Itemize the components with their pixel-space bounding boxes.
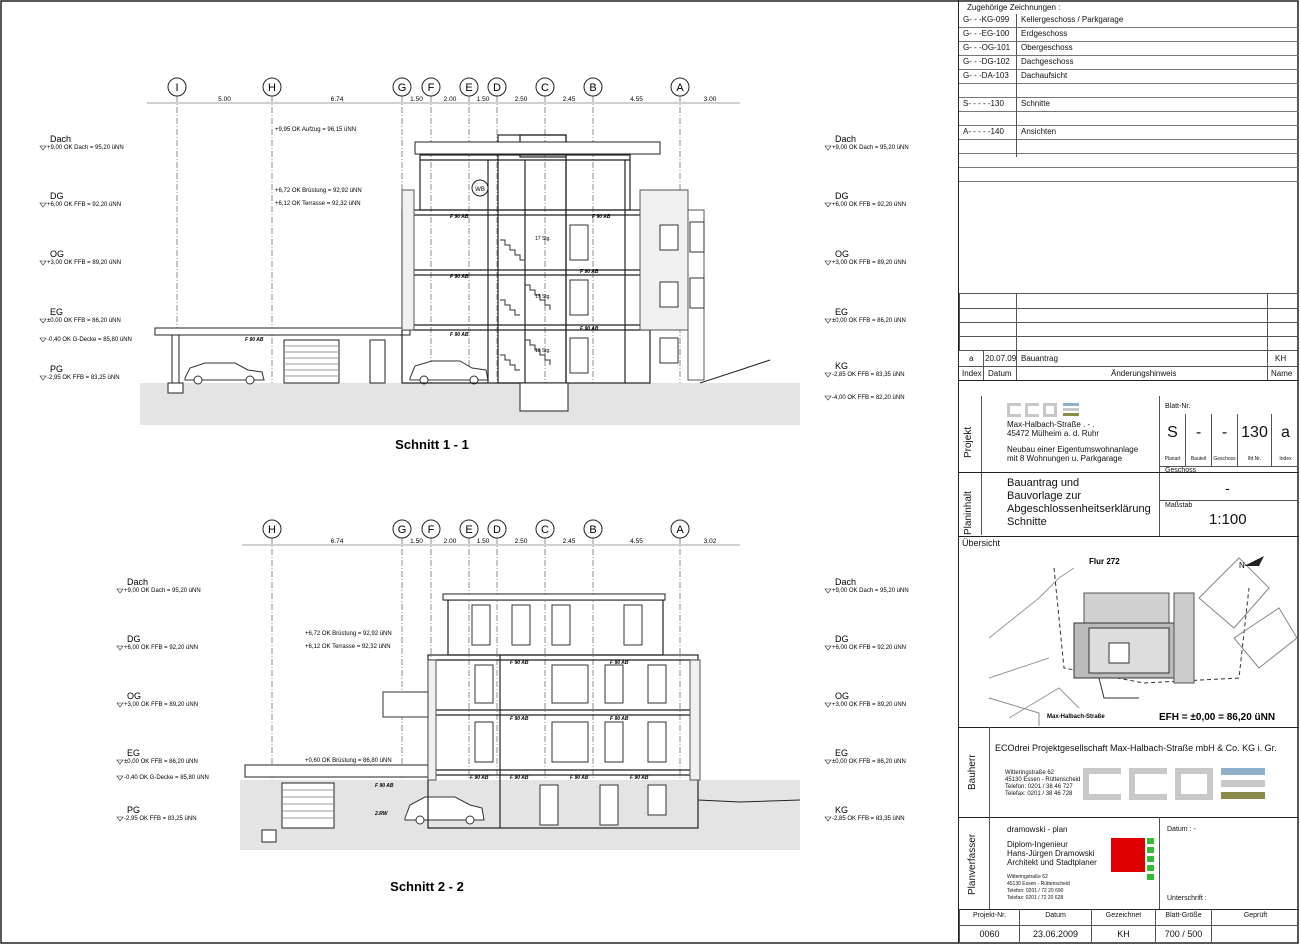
level-marker-icon xyxy=(117,776,123,780)
scale-value: 1:100 xyxy=(1209,511,1247,528)
revision-index: a xyxy=(969,354,974,363)
axis-label: E xyxy=(465,82,473,94)
fire-label: F 90 AB xyxy=(245,337,264,343)
level-marker-icon xyxy=(825,203,831,207)
dimension-label: 2.00 xyxy=(443,538,457,545)
planner-address-2: 45130 Essen - Rüttenscheid xyxy=(1007,881,1070,887)
level-value: +6,00 OK FFB = 92,20 üNN xyxy=(832,645,907,651)
svg-text:WB: WB xyxy=(475,187,485,193)
planner-firm: dramowski - plan xyxy=(1007,825,1068,834)
owner-address-1: Witteringstraße 62 xyxy=(1005,770,1055,776)
level-name: OG xyxy=(835,691,850,701)
project-address-1: Max-Halbach-Straße . - . xyxy=(1007,420,1095,429)
stair-label: 17 Stg. xyxy=(535,294,551,300)
drawing-code: G- - -EG-100 xyxy=(963,29,1010,38)
related-drawing-row xyxy=(959,154,1299,168)
dimension-label: 2.00 xyxy=(443,96,457,103)
level-marker-icon xyxy=(40,146,46,150)
sheet-number-value: S xyxy=(1167,424,1178,441)
sheet-number-value: 130 xyxy=(1241,424,1268,441)
sheet-number-cell xyxy=(1237,414,1271,466)
level-marker-icon xyxy=(117,760,123,764)
level-value: ±0,00 OK FFB = 86,20 üNN xyxy=(832,759,906,765)
level-value: +6,00 OK FFB = 92,20 üNN xyxy=(832,202,907,208)
level-name: Dach xyxy=(127,577,149,587)
floor-label: Geschoss xyxy=(1165,467,1197,474)
dimension-label: 2.50 xyxy=(514,538,528,545)
stair-label: 18 Stg. xyxy=(535,348,551,354)
garage-slab xyxy=(245,765,430,777)
floor-value: - xyxy=(1225,480,1230,496)
north-arrow-icon xyxy=(1244,556,1264,566)
level-value: +6,00 OK FFB = 92,20 üNN xyxy=(124,645,199,651)
level-value: +3,00 OK FFB = 89,20 üNN xyxy=(832,260,907,266)
footer-header: Datum xyxy=(1045,912,1066,919)
related-drawing-row xyxy=(959,28,1299,42)
roof-slab xyxy=(415,142,660,154)
brick-wall xyxy=(640,190,688,330)
drawing-name: Erdgeschoss xyxy=(1021,29,1068,38)
footer-value: 23.06.2009 xyxy=(1032,929,1079,939)
level-name: Dach xyxy=(835,577,857,587)
level-marker-icon xyxy=(117,817,123,821)
planner-section-label: Planverfasser xyxy=(967,833,978,895)
dimension-label: 2.50 xyxy=(514,96,528,103)
dimension-label: 4.55 xyxy=(630,96,643,103)
fire-label: F 90 AB xyxy=(510,660,529,666)
related-drawing-row xyxy=(959,98,1299,112)
owner-section-label: Bauherr xyxy=(967,754,978,790)
level-value: -4,00 OK FFB = 82,20 üNN xyxy=(832,395,905,401)
dimension-label: 5.00 xyxy=(218,96,231,103)
level-name: DG xyxy=(50,191,64,201)
fire-label: F 90 AB xyxy=(375,783,394,789)
level-name: EG xyxy=(835,307,849,317)
level-name: PG xyxy=(127,805,141,815)
level-markers-right xyxy=(825,577,909,822)
owner-address-2: 45130 Essen - Rüttenscheid xyxy=(1005,777,1081,783)
axis-label: F xyxy=(427,524,435,536)
fire-label: F 90 AB xyxy=(630,775,649,781)
fire-label: F 90 AB xyxy=(450,214,469,220)
planner-tel: Telefon: 0201 / 72 20 690 xyxy=(1007,888,1064,894)
level-marker-icon xyxy=(117,646,123,650)
axis-label: G xyxy=(397,524,407,536)
revision-date: 20.07.09 xyxy=(985,354,1017,363)
planner-line-1: Diplom-Ingenieur xyxy=(1007,840,1068,849)
level-note: +9,95 OK Aufzug = 96,15 üNN xyxy=(275,127,357,133)
section-1-1 xyxy=(40,78,909,452)
axis-label: I xyxy=(175,82,179,94)
level-note: +6,72 OK Brüstung = 92,92 üNN xyxy=(275,188,362,194)
level-name: OG xyxy=(835,249,850,259)
roof-slab xyxy=(443,594,665,600)
footer-table xyxy=(959,909,1299,943)
dimension-label: 1.50 xyxy=(410,96,423,103)
axis-label: E xyxy=(465,524,473,536)
sheet-number-cell xyxy=(1211,414,1237,466)
axis-label: G xyxy=(397,82,407,94)
sheet-number-value: a xyxy=(1281,424,1290,441)
level-marker-icon xyxy=(117,589,123,593)
level-name: EG xyxy=(50,307,64,317)
dimension-label: 3.02 xyxy=(703,538,717,545)
sheet-number xyxy=(1159,414,1299,466)
sheet-number-cell xyxy=(1159,414,1185,466)
level-value: +3,00 OK FFB = 89,20 üNN xyxy=(124,702,199,708)
ground-hatch xyxy=(140,383,800,425)
eco-logo-large xyxy=(1083,768,1283,802)
sheet-no-label: Blatt-Nr. xyxy=(1165,403,1191,410)
level-value: -2,95 OK FFB = 83,25 üNN xyxy=(47,375,120,381)
level-name: Dach xyxy=(50,134,72,144)
level-name: PG xyxy=(50,364,64,374)
level-marker-icon xyxy=(40,376,46,380)
section-2-2 xyxy=(117,520,909,894)
content-line-3: Abgeschlossenheitserklärung xyxy=(1007,503,1151,515)
footer-value: 700 / 500 xyxy=(1164,929,1203,939)
level-marker-icon xyxy=(825,146,831,150)
planner-signature-label: Unterschrift : xyxy=(1167,895,1207,902)
door xyxy=(370,340,385,383)
drawing-code: S- - - - -130 xyxy=(963,99,1004,108)
fire-label: F 90 AB xyxy=(450,332,469,338)
axis-label: B xyxy=(589,524,597,536)
fire-label: F 90 AB xyxy=(570,775,589,781)
drawing-name: Dachaufsicht xyxy=(1021,71,1068,80)
dimension-label: 6.74 xyxy=(330,538,344,545)
level-value: -0,40 OK G-Decke = 85,80 üNN xyxy=(47,337,132,343)
level-value: -0,40 OK G-Decke = 85,80 üNN xyxy=(124,775,209,781)
axis-label: B xyxy=(589,82,597,94)
dimension-label: 2.45 xyxy=(562,538,576,545)
planner-line-3: Architekt und Stadtplaner xyxy=(1007,858,1097,867)
dimension-label: 4.55 xyxy=(630,538,643,545)
garage-column xyxy=(172,335,179,385)
flur-label: Flur 272 xyxy=(1089,557,1120,566)
sheet-number-value: - xyxy=(1195,424,1202,441)
drawing-code: A- - - - -140 xyxy=(963,127,1004,136)
fire-label: F 90 AB xyxy=(510,716,529,722)
level-value: ±0,00 OK FFB = 86,20 üNN xyxy=(832,318,906,324)
level-marker-icon xyxy=(825,261,831,265)
overview-label: Übersicht xyxy=(962,538,1001,548)
footer-cell xyxy=(1211,909,1299,943)
footer-cell xyxy=(1091,909,1155,943)
drawing-name: Schnitte xyxy=(1021,99,1050,108)
footer-cell xyxy=(1155,909,1211,943)
section-title: Schnitt 1 - 1 xyxy=(395,437,469,452)
level-name: DG xyxy=(835,634,849,644)
owner-name: ECOdrei Projektgesellschaft Max-Halbach-Straße mbH & Co. KG i. Gr. xyxy=(995,743,1277,753)
level-marker-icon xyxy=(40,319,46,323)
level-marker-icon xyxy=(825,589,831,593)
footer-value: KH xyxy=(1117,929,1130,939)
level-name: OG xyxy=(50,249,65,259)
level-value: +9,00 OK Dach = 95,20 üNN xyxy=(832,588,909,594)
dimension-label: 1.50 xyxy=(476,96,490,103)
balcony xyxy=(383,692,428,717)
project-desc-2: mit 8 Wohnungen u. Parkgarage xyxy=(1007,454,1123,463)
related-drawing-row xyxy=(959,126,1299,140)
axis-label: H xyxy=(268,82,276,94)
related-drawing-row xyxy=(959,140,1299,154)
sheet-number-cell xyxy=(1185,414,1211,466)
level-marker-icon xyxy=(40,338,46,342)
sheet-number-caption: Bauteil xyxy=(1190,456,1207,462)
level-markers-left xyxy=(117,577,209,822)
owner-tel: Telefon: 0201 / 38 46 727 xyxy=(1005,784,1073,790)
level-note: +6,12 OK Terrasse = 92,32 üNN xyxy=(305,644,391,650)
level-value: +3,00 OK FFB = 89,20 üNN xyxy=(47,260,122,266)
sheet-number-caption: Geschoss xyxy=(1213,456,1236,462)
related-drawing-row xyxy=(959,56,1299,70)
drawing-code: G- - -OG-101 xyxy=(963,43,1011,52)
project-address-2: 45472 Mülheim a. d. Ruhr xyxy=(1007,429,1100,438)
project-desc-1: Neubau einer Eigentumswohnanlage xyxy=(1007,445,1139,454)
drawing-name: Dachgeschoss xyxy=(1021,57,1074,66)
axis-label: F xyxy=(427,82,435,94)
dimension-label: 2.45 xyxy=(562,96,576,103)
north-label: N xyxy=(1239,561,1245,570)
foundation xyxy=(520,383,568,411)
level-markers-right xyxy=(825,134,909,401)
room-label: 2.RW xyxy=(375,811,388,817)
axis-label: C xyxy=(541,82,549,94)
level-value: -2,95 OK FFB = 83,25 üNN xyxy=(124,816,197,822)
fire-label: F 90 AB xyxy=(610,660,629,666)
building-frame xyxy=(402,135,650,383)
header-note: Änderungshinweis xyxy=(1111,369,1177,378)
fire-label: F 90 AB xyxy=(510,775,529,781)
sheet-number-caption: Planart xyxy=(1164,456,1181,462)
drawing-code: G- - -KG-099 xyxy=(963,15,1010,24)
footer-cell xyxy=(959,909,1019,943)
eco-logo xyxy=(1007,403,1087,417)
footer-header: Projekt-Nr. xyxy=(972,912,1007,919)
brick-wall xyxy=(402,190,414,330)
dimension-label: 6.74 xyxy=(330,96,344,103)
related-drawing-row xyxy=(959,42,1299,56)
level-note: +6,72 OK Brüstung = 92,92 üNN xyxy=(305,631,392,637)
level-value: ±0,00 OK FFB = 86,20 üNN xyxy=(124,759,198,765)
level-name: KG xyxy=(835,805,849,815)
content-line-4: Schnitte xyxy=(1007,516,1047,528)
level-value: -2,85 OK FFB = 83,35 üNN xyxy=(832,372,905,378)
owner-fax: Telefax: 0201 / 38 46 728 xyxy=(1005,791,1073,797)
level-marker-icon xyxy=(40,261,46,265)
revision-note: Bauantrag xyxy=(1021,354,1058,363)
footer-value: 0060 xyxy=(979,929,1000,939)
drawing-name: Obergeschoss xyxy=(1021,43,1073,52)
level-marker-icon xyxy=(825,319,831,323)
efh-label: EFH = ±0,00 = 86,20 üNN xyxy=(1159,712,1276,723)
level-value: +9,00 OK Dach = 95,20 üNN xyxy=(47,145,124,151)
level-name: EG xyxy=(835,748,849,758)
drawing-name: Kellergeschoss / Parkgarage xyxy=(1021,15,1124,24)
header-name: Name xyxy=(1271,369,1293,378)
level-note: +0,60 OK Brüstung = 86,80 üNN xyxy=(305,758,392,764)
drawing-name: Ansichten xyxy=(1021,127,1057,136)
related-drawing-row xyxy=(959,70,1299,84)
level-marker-icon xyxy=(40,203,46,207)
section-title: Schnitt 2 - 2 xyxy=(390,879,464,894)
level-marker-icon xyxy=(825,703,831,707)
level-value: +9,00 OK Dach = 95,20 üNN xyxy=(832,145,909,151)
level-marker-icon xyxy=(825,817,831,821)
level-value: +9,00 OK Dach = 95,20 üNN xyxy=(124,588,201,594)
related-drawings-title: Zugehörige Zeichnungen : xyxy=(967,3,1061,12)
footing xyxy=(168,383,183,393)
dimension-label: 1.50 xyxy=(476,538,490,545)
revision-name: KH xyxy=(1275,354,1287,363)
drawing-code: G- - -DA-103 xyxy=(963,71,1009,80)
level-value: ±0,00 OK FFB = 86,20 üNN xyxy=(47,318,121,324)
axis-label: D xyxy=(493,524,501,536)
planner-logo xyxy=(1111,838,1157,886)
level-marker-icon xyxy=(825,373,831,377)
footer-header: Gezeichnet xyxy=(1105,912,1142,919)
level-marker-icon xyxy=(825,646,831,650)
related-drawing-row xyxy=(959,112,1299,126)
header-date: Datum xyxy=(988,369,1012,378)
dimension-label: 3.00 xyxy=(703,96,717,103)
level-name: DG xyxy=(835,191,849,201)
drawing-code: G- - -DG-102 xyxy=(963,57,1010,66)
level-name: Dach xyxy=(835,134,857,144)
related-drawing-row xyxy=(959,84,1299,98)
site-plan xyxy=(979,548,1297,726)
sheet-number-caption: lfd.Nr. xyxy=(1247,456,1262,462)
level-markers-left xyxy=(40,134,132,381)
axis-label: H xyxy=(268,524,276,536)
planner-date-label: Datum : - xyxy=(1167,826,1196,833)
footer-header: Blatt-Größe xyxy=(1165,912,1202,919)
related-drawing-row xyxy=(959,168,1299,182)
related-drawing-row xyxy=(959,14,1299,28)
scale-label: Maßstab xyxy=(1165,502,1193,509)
fire-label: F 90 AB xyxy=(470,775,489,781)
level-name: KG xyxy=(835,361,849,371)
planner-address-1: Witteringstraße 62 xyxy=(1007,874,1048,880)
sheet-number-value: - xyxy=(1221,424,1228,441)
level-marker-icon xyxy=(825,760,831,764)
axis-label: A xyxy=(676,82,684,94)
footer-header: Geprüft xyxy=(1243,912,1268,919)
axis-label: A xyxy=(676,524,684,536)
axis-label: D xyxy=(493,82,501,94)
level-name: DG xyxy=(127,634,141,644)
sheet-number-cell xyxy=(1271,414,1299,466)
fire-label: F 90 AB xyxy=(580,326,599,332)
sheet-number-caption: Index xyxy=(1279,456,1292,462)
street-label: Max-Halbach-Straße xyxy=(1047,714,1105,720)
planner-line-2: Hans-Jürgen Dramowski xyxy=(1007,849,1095,858)
title-block xyxy=(958,0,1299,943)
level-name: OG xyxy=(127,691,142,701)
level-name: EG xyxy=(127,748,141,758)
stair-label: 17 Stg. xyxy=(535,236,551,242)
garage-slab xyxy=(155,328,410,335)
level-marker-icon xyxy=(825,396,831,400)
level-value: -2,85 OK FFB = 83,35 üNN xyxy=(832,816,905,822)
planner-fax: Telefax: 0201 / 72 20 628 xyxy=(1007,895,1064,901)
footer-cell xyxy=(1019,909,1091,943)
fire-label: F 90 AB xyxy=(450,274,469,280)
project-section-label: Projekt xyxy=(963,426,974,458)
content-line-1: Bauantrag und xyxy=(1007,477,1080,489)
fire-label: F 90 AB xyxy=(580,269,599,275)
level-note: +6,12 OK Terrasse = 92,32 üNN xyxy=(275,201,361,207)
fire-label: F 90 AB xyxy=(592,214,611,220)
axis-label: C xyxy=(541,524,549,536)
dimension-label: 1.50 xyxy=(410,538,423,545)
level-value: +3,00 OK FFB = 89,20 üNN xyxy=(832,702,907,708)
fire-label: F 90 AB xyxy=(610,716,629,722)
content-section-label: Planinhalt xyxy=(963,491,974,535)
level-value: +6,00 OK FFB = 92,20 üNN xyxy=(47,202,122,208)
level-marker-icon xyxy=(117,703,123,707)
header-index: Index xyxy=(962,369,982,378)
content-line-2: Bauvorlage zur xyxy=(1007,490,1081,502)
